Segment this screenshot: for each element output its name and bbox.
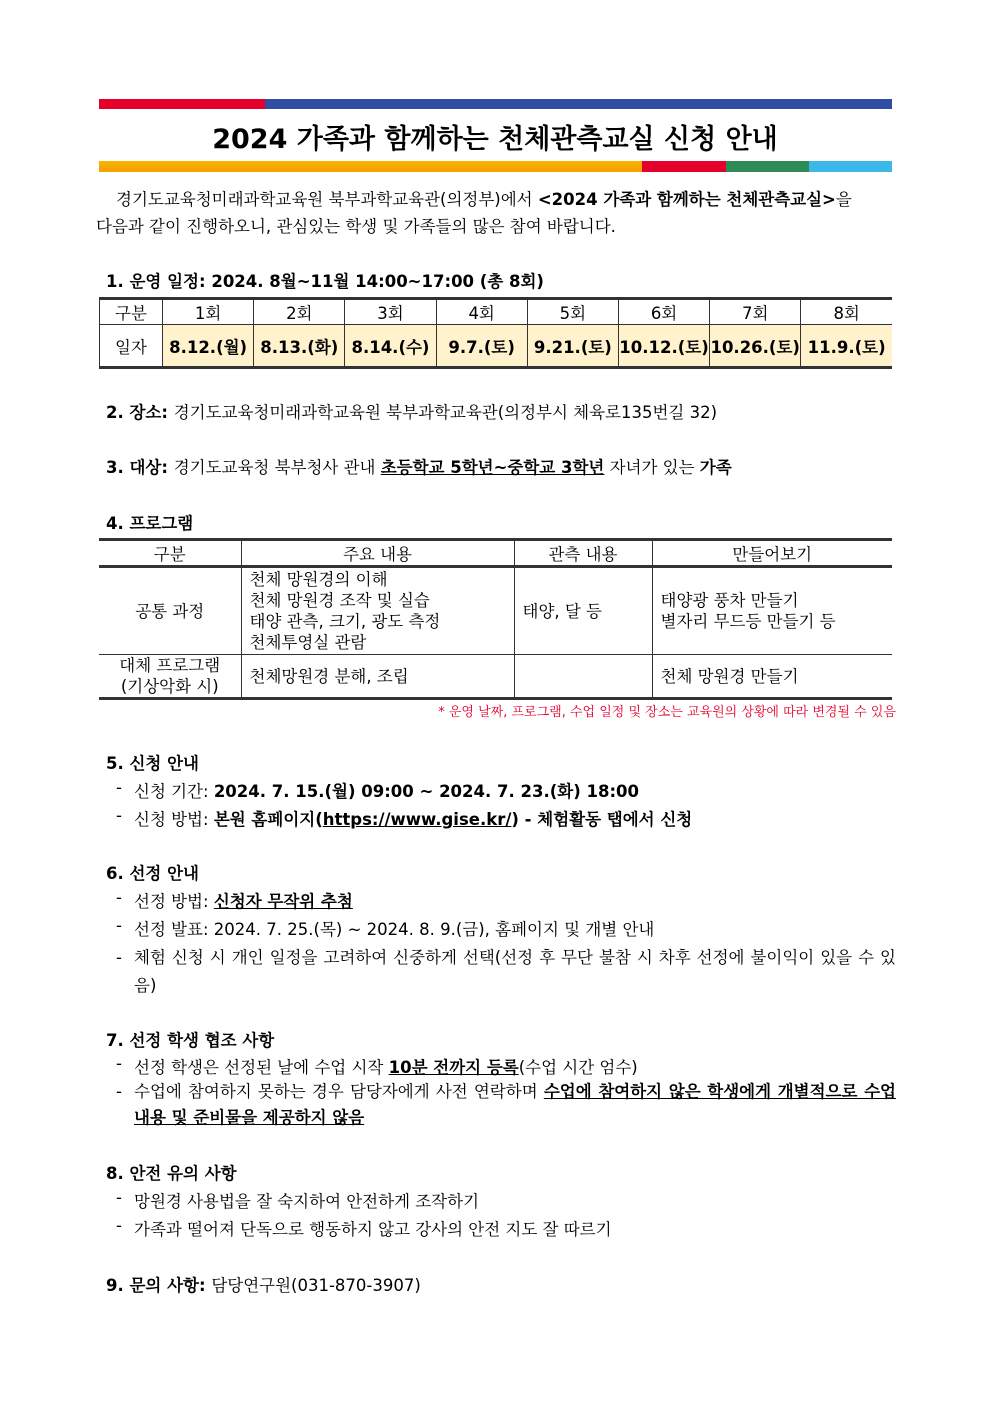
section-selection-heading: 6. 선정 안내 xyxy=(106,864,199,883)
section-program-heading: 4. 프로그램 xyxy=(106,514,194,533)
bottom-bar-green xyxy=(726,161,809,172)
schedule-table xyxy=(99,297,892,369)
session-cell: 8회 xyxy=(801,299,892,325)
schedule-row-label: 구분 xyxy=(100,299,163,325)
safety-item-2: - 가족과 떨어져 단독으로 행동하지 않고 강사의 안전 지도 잘 따르기 xyxy=(116,1216,612,1239)
application-period: - 신청 기간: 2024. 7. 15.(월) 09:00 ~ 2024. 7. 23.(화) 18:00 xyxy=(116,778,640,801)
section-target: 3. 대상: 경기도교육청 북부청사 관내 초등학교 5학년~중학교 3학년 자녀가 있는 가족 xyxy=(106,458,732,477)
top-bar-blue xyxy=(265,99,892,109)
section-location: 2. 장소: 경기도교육청미래과학교육원 북부과학교육관(의정부시 체육로135번길 32) xyxy=(106,403,718,422)
date-cell: 10.26.(토) xyxy=(710,325,801,368)
program-header: 구분 xyxy=(99,540,241,567)
section-application-heading: 5. 신청 안내 xyxy=(106,754,199,773)
session-cell: 7회 xyxy=(710,299,801,325)
bottom-bar-yellow xyxy=(99,161,642,172)
session-cell: 6회 xyxy=(618,299,709,325)
program-content: 천체망원경 분해, 조립 xyxy=(241,655,514,699)
section-contact: 9. 문의 사항: 담당연구원(031-870-3907) xyxy=(106,1276,421,1295)
date-cell: 8.12.(월) xyxy=(163,325,254,368)
selection-caution: - 체험 신청 시 개인 일정을 고려하여 신중하게 선택(선정 후 무단 불참 시 차후 선정에 불이익이 있을 수 있음) xyxy=(116,948,896,995)
program-category: 대체 프로그램 (기상악화 시) xyxy=(99,655,241,699)
program-content: 천체 망원경의 이해 천체 망원경 조작 및 실습 태양 관측, 크기, 광도 측정 천체투영실 관람 xyxy=(241,567,514,655)
date-cell: 9.7.(토) xyxy=(436,325,527,368)
session-cell: 3회 xyxy=(345,299,436,325)
program-category: 공통 과정 xyxy=(99,567,241,655)
bottom-bar-sky xyxy=(809,161,892,172)
selection-announce: - 선정 발표: 2024. 7. 25.(목) ~ 2024. 8. 9.(금), 홈페이지 및 개별 안내 xyxy=(116,916,655,939)
date-cell: 10.12.(토) xyxy=(618,325,709,368)
program-table xyxy=(99,538,892,700)
intro-paragraph: 경기도교육청미래과학교육원 북부과학교육관(의정부)에서 <2024 가족과 함께하는 천체관측교실>을 다음과 같이 진행하오니, 관심있는 학생 및 가족들의 많은 참여 바랍니다. xyxy=(96,190,852,236)
session-cell: 2회 xyxy=(254,299,345,325)
session-cell: 4회 xyxy=(436,299,527,325)
date-cell: 8.13.(화) xyxy=(254,325,345,368)
section-safety-heading: 8. 안전 유의 사항 xyxy=(106,1164,237,1183)
session-cell: 5회 xyxy=(527,299,618,325)
page-title: 2024 가족과 함께하는 천체관측교실 신청 안내 xyxy=(212,124,778,155)
application-method: - 신청 방법: 본원 홈페이지(https://www.gise.kr/) - 체험활동 탭에서 신청 xyxy=(116,806,693,829)
cooperation-item-2: - 수업에 참여하지 못하는 경우 담당자에게 사전 연락하며 수업에 참여하지 않은 학생에게 개별적으로 수업내용 및 준비물을 제공하지 않음 xyxy=(116,1082,896,1127)
date-cell: 9.21.(토) xyxy=(527,325,618,368)
program-header: 주요 내용 xyxy=(241,540,514,567)
safety-item-1: - 망원경 사용법을 잘 숙지하여 안전하게 조작하기 xyxy=(116,1188,480,1211)
date-cell: 11.9.(토) xyxy=(801,325,892,368)
bottom-bar-red xyxy=(642,161,726,172)
program-make: 태양광 풍차 만들기 별자리 무드등 만들기 등 xyxy=(652,567,892,655)
cooperation-item-1: - 선정 학생은 선정된 날에 수업 시작 10분 전까지 등록(수업 시간 엄수) xyxy=(116,1054,638,1077)
schedule-row-label: 일자 xyxy=(100,325,163,368)
session-cell: 1회 xyxy=(163,299,254,325)
section-schedule-heading: 1. 운영 일정: 2024. 8월~11월 14:00~17:00 (총 8회) xyxy=(106,272,544,291)
top-bar-red xyxy=(99,99,265,109)
program-header: 관측 내용 xyxy=(514,540,652,567)
program-make: 천체 망원경 만들기 xyxy=(652,655,892,699)
selection-method: - 선정 방법: 신청자 무작위 추첨 xyxy=(116,888,353,911)
date-cell: 8.14.(수) xyxy=(345,325,436,368)
program-header: 만들어보기 xyxy=(652,540,892,567)
program-note: * 운영 날짜, 프로그램, 수업 일정 및 장소는 교육원의 상황에 따라 변경될 수 있음 xyxy=(438,705,896,720)
program-observe xyxy=(514,655,652,699)
program-observe: 태양, 달 등 xyxy=(514,567,652,655)
homepage-link[interactable]: https://www.gise.kr/ xyxy=(322,810,512,829)
section-cooperation-heading: 7. 선정 학생 협조 사항 xyxy=(106,1031,275,1050)
